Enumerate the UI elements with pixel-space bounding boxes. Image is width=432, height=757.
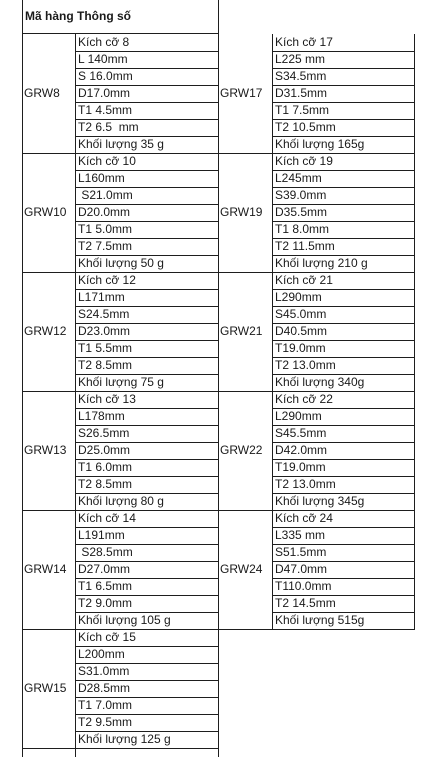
left-spec-cell: S26.5mm xyxy=(78,426,130,440)
left-spec-cell: T1 5.5mm xyxy=(78,341,133,355)
header-spec: Thông số xyxy=(77,9,131,23)
right-spec-cell: T1 7.5mm xyxy=(275,103,330,117)
left-spec-cell: L 140mm xyxy=(78,52,128,66)
left-spec-cell: T2 9.0mm xyxy=(78,596,133,610)
right-row-divider xyxy=(272,136,415,137)
left-spec-cell: S 16.0mm xyxy=(78,69,133,83)
left-spec-border xyxy=(75,34,76,749)
left-product-code: GRW15 xyxy=(24,681,67,695)
left-spec-cell: D17.0mm xyxy=(78,86,131,100)
left-right-border-tail xyxy=(218,748,219,757)
left-spec-cell: L160mm xyxy=(78,171,125,185)
left-spec-cell: Kích cỡ 12 xyxy=(78,273,136,287)
header-left-border xyxy=(22,0,23,34)
left-spec-cell: L178mm xyxy=(78,409,125,423)
right-spec-cell: S34.5mm xyxy=(275,69,327,83)
left-spec-cell: T1 5.0mm xyxy=(78,222,133,236)
right-row-divider xyxy=(272,289,415,290)
right-row-divider xyxy=(272,204,415,205)
left-row-divider xyxy=(75,697,219,698)
right-row-divider xyxy=(272,578,415,579)
right-spec-cell: L290mm xyxy=(275,290,322,304)
left-row-divider xyxy=(75,663,219,664)
left-spec-cell: Khối lượng 50 g xyxy=(78,256,164,270)
left-code-border xyxy=(22,34,23,749)
right-product-code: GRW17 xyxy=(220,86,263,100)
left-row-divider xyxy=(75,578,219,579)
right-row-divider xyxy=(272,119,415,120)
right-row-divider xyxy=(272,493,415,494)
left-row-divider xyxy=(75,119,219,120)
right-spec-cell: T2 13.0mm xyxy=(275,477,336,491)
left-row-divider xyxy=(75,323,219,324)
left-row-divider xyxy=(75,561,219,562)
right-spec-border xyxy=(272,34,273,630)
left-row-divider xyxy=(75,493,219,494)
left-row-divider xyxy=(75,527,219,528)
left-spec-cell: S31.0mm xyxy=(78,664,130,678)
right-spec-cell: D47.0mm xyxy=(275,562,328,576)
right-row-divider xyxy=(272,170,415,171)
right-spec-cell: D42.0mm xyxy=(275,443,328,457)
right-product-code: GRW24 xyxy=(220,562,263,576)
left-spec-cell: L171mm xyxy=(78,290,125,304)
right-spec-cell: T2 13.0mm xyxy=(275,358,336,372)
left-row-divider xyxy=(75,221,219,222)
right-spec-cell: T1 8.0mm xyxy=(275,222,330,236)
left-spec-cell: Khối lượng 80 g xyxy=(78,494,164,508)
right-row-divider xyxy=(272,102,415,103)
right-row-divider xyxy=(272,357,415,358)
right-row-divider xyxy=(272,527,415,528)
left-row-divider xyxy=(75,442,219,443)
left-row-divider xyxy=(75,357,219,358)
left-row-divider xyxy=(75,714,219,715)
right-row-divider xyxy=(272,68,415,69)
right-right-border xyxy=(414,34,415,630)
left-spec-cell: Kích cỡ 14 xyxy=(78,511,136,525)
header-code: Mã hàng xyxy=(25,9,74,23)
left-row-divider xyxy=(75,289,219,290)
right-spec-cell: D31.5mm xyxy=(275,86,328,100)
right-row-divider xyxy=(272,612,415,613)
right-group-border xyxy=(218,629,415,630)
left-row-divider xyxy=(75,408,219,409)
left-row-divider xyxy=(75,374,219,375)
left-row-divider xyxy=(75,680,219,681)
left-spec-cell: D27.0mm xyxy=(78,562,131,576)
right-row-divider xyxy=(272,238,415,239)
left-spec-cell: S21.0mm xyxy=(78,188,133,202)
header-right-border xyxy=(218,0,219,34)
right-spec-cell: Khối lượng 345g xyxy=(275,494,365,508)
right-row-divider xyxy=(272,85,415,86)
left-row-divider xyxy=(75,459,219,460)
right-row-divider xyxy=(272,544,415,545)
left-row-divider xyxy=(75,238,219,239)
left-row-divider xyxy=(75,102,219,103)
right-spec-cell: L225 mm xyxy=(275,52,326,66)
left-row-divider xyxy=(75,204,219,205)
left-row-divider xyxy=(75,85,219,86)
right-spec-cell: L335 mm xyxy=(275,528,326,542)
left-row-divider xyxy=(75,187,219,188)
left-spec-cell: T1 6.5mm xyxy=(78,579,133,593)
right-product-code: GRW22 xyxy=(220,443,263,457)
left-row-divider xyxy=(75,136,219,137)
right-row-divider xyxy=(272,476,415,477)
right-row-divider xyxy=(272,323,415,324)
left-spec-cell: Kích cỡ 10 xyxy=(78,154,136,168)
left-spec-cell: S28.5mm xyxy=(78,545,133,559)
left-row-divider xyxy=(75,476,219,477)
right-spec-cell: Khối lượng 515g xyxy=(275,613,365,627)
right-product-code: GRW21 xyxy=(220,324,263,338)
left-row-divider xyxy=(75,68,219,69)
right-spec-cell: Kích cỡ 24 xyxy=(275,511,333,525)
left-spec-cell: Khối lượng 35 g xyxy=(78,137,164,151)
right-row-divider xyxy=(272,221,415,222)
right-row-divider xyxy=(272,340,415,341)
left-row-divider xyxy=(75,646,219,647)
right-row-divider xyxy=(272,187,415,188)
right-spec-cell: Kích cỡ 21 xyxy=(275,273,333,287)
right-spec-cell: Khối lượng 165g xyxy=(275,137,365,151)
right-row-divider xyxy=(272,459,415,460)
left-spec-cell: D25.0mm xyxy=(78,443,131,457)
left-spec-cell: Khối lượng 105 g xyxy=(78,613,171,627)
right-row-divider xyxy=(272,255,415,256)
right-spec-cell: D35.5mm xyxy=(275,205,328,219)
left-spec-border-tail xyxy=(75,748,76,757)
left-spec-cell: T2 8.5mm xyxy=(78,358,133,372)
left-row-divider xyxy=(75,340,219,341)
right-spec-cell: T110.0mm xyxy=(275,579,332,593)
left-product-code: GRW13 xyxy=(24,443,67,457)
right-row-divider xyxy=(272,425,415,426)
left-product-code: GRW14 xyxy=(24,562,67,576)
right-product-code: GRW19 xyxy=(220,205,263,219)
right-row-divider xyxy=(272,51,415,52)
right-spec-cell: S45.0mm xyxy=(275,307,327,321)
right-spec-cell: T19.0mm xyxy=(275,341,326,355)
right-spec-cell: L290mm xyxy=(275,409,322,423)
left-row-divider xyxy=(75,731,219,732)
right-spec-cell: Khối lượng 210 g xyxy=(275,256,368,270)
left-spec-cell: T2 7.5mm xyxy=(78,239,133,253)
left-row-divider xyxy=(75,255,219,256)
left-group-border xyxy=(22,748,219,749)
right-row-divider xyxy=(272,306,415,307)
left-spec-cell: Kích cỡ 13 xyxy=(78,392,136,406)
left-row-divider xyxy=(75,425,219,426)
right-spec-cell: S45.5mm xyxy=(275,426,327,440)
right-spec-cell: S39.0mm xyxy=(275,188,327,202)
left-product-code: GRW12 xyxy=(24,324,67,338)
left-row-divider xyxy=(75,51,219,52)
right-row-divider xyxy=(272,595,415,596)
right-row-divider xyxy=(272,374,415,375)
right-row-divider xyxy=(272,561,415,562)
left-spec-cell: T1 4.5mm xyxy=(78,103,133,117)
left-row-divider xyxy=(75,170,219,171)
right-spec-cell: T2 10.5mm xyxy=(275,120,336,134)
right-spec-cell: T19.0mm xyxy=(275,460,326,474)
left-product-code: GRW10 xyxy=(24,205,67,219)
left-spec-cell: T2 8.5mm xyxy=(78,477,133,491)
right-code-border xyxy=(218,34,219,630)
left-code-border-tail xyxy=(22,748,23,757)
right-spec-cell: S51.5mm xyxy=(275,545,327,559)
left-spec-cell: L200mm xyxy=(78,647,125,661)
left-spec-cell: D28.5mm xyxy=(78,681,131,695)
left-spec-cell: Kích cỡ 15 xyxy=(78,630,136,644)
right-row-divider xyxy=(272,408,415,409)
right-spec-cell: Kích cỡ 19 xyxy=(275,154,333,168)
left-spec-cell: Khối lượng 125 g xyxy=(78,732,171,746)
right-spec-cell: Khối lượng 340g xyxy=(275,375,365,389)
right-spec-cell: T2 11.5mm xyxy=(275,239,335,253)
left-spec-cell: T2 9.5mm xyxy=(78,715,133,729)
left-spec-cell: S24.5mm xyxy=(78,307,130,321)
left-spec-cell: D23.0mm xyxy=(78,324,131,338)
left-row-divider xyxy=(75,306,219,307)
left-row-divider xyxy=(75,612,219,613)
left-spec-cell: T1 6.0mm xyxy=(78,460,133,474)
left-spec-cell: D20.0mm xyxy=(78,205,131,219)
right-row-divider xyxy=(272,442,415,443)
right-spec-cell: D40.5mm xyxy=(275,324,328,338)
left-spec-cell: T2 6.5 mm xyxy=(78,120,139,134)
right-spec-cell: Kích cỡ 22 xyxy=(275,392,333,406)
right-spec-cell: L245mm xyxy=(275,171,322,185)
left-spec-cell: Khối lượng 75 g xyxy=(78,375,164,389)
left-product-code: GRW8 xyxy=(24,86,60,100)
left-spec-cell: L191mm xyxy=(78,528,125,542)
header-bottom-border xyxy=(22,33,219,34)
right-spec-cell: T2 14.5mm xyxy=(275,596,336,610)
left-spec-cell: Kích cỡ 8 xyxy=(78,35,130,49)
left-row-divider xyxy=(75,544,219,545)
left-row-divider xyxy=(75,595,219,596)
right-spec-cell: Kích cỡ 17 xyxy=(275,35,333,49)
left-spec-cell: T1 7.0mm xyxy=(78,698,133,712)
